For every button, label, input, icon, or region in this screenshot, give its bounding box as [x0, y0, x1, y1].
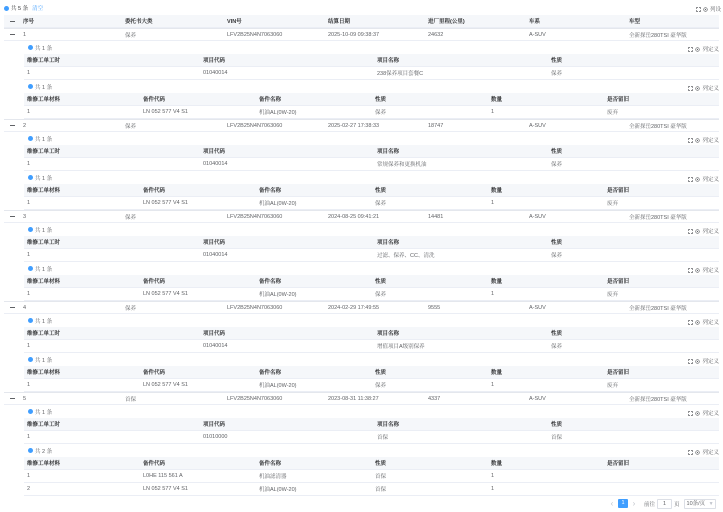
column-settings-button[interactable]: 列定义 [702, 138, 719, 144]
labor-cell: 保养 [551, 344, 563, 350]
record-vin: LFV2B25N4N7063060 [227, 213, 283, 220]
labor-cell: 1 [27, 343, 31, 349]
fullscreen-icon[interactable] [688, 47, 693, 52]
table-tools [696, 5, 721, 13]
parts-count-bar [24, 171, 719, 184]
info-dot-icon [28, 409, 33, 414]
parts-cell: LN 052 577 V4 S1 [143, 291, 188, 297]
labor-cell: 1 [27, 252, 31, 258]
labor-header-cell: 维修工单工时 [27, 331, 61, 337]
parts-row [24, 470, 719, 483]
main-header-cell: 序号 [23, 19, 35, 25]
record-detail [24, 132, 719, 210]
parts-header-cell: 是否留旧 [607, 370, 630, 376]
labor-count-bar [24, 132, 719, 145]
parts-header-cell: 维修工单材料 [27, 370, 61, 376]
record-series: A-SUV [529, 395, 546, 402]
parts-header-cell: 备件名称 [259, 188, 282, 194]
parts-cell: 首保 [375, 487, 387, 493]
record-settle-date: 2023-08-31 11:38:27 [328, 395, 379, 402]
parts-header-cell: 维修工单材料 [27, 97, 61, 103]
page-size-value: 10条/页 [686, 500, 706, 507]
labor-count-bar [24, 314, 719, 327]
column-settings-button[interactable]: 列定义 [702, 268, 719, 274]
labor-cell: 保养 [551, 71, 563, 77]
prev-page-button[interactable]: ‹ [610, 499, 614, 508]
labor-header-cell: 项目名称 [377, 58, 400, 64]
collapse-icon-cell [4, 307, 20, 308]
labor-tools [688, 227, 719, 235]
labor-count: 共 1 条 [35, 136, 53, 143]
collapse-icon[interactable] [10, 125, 15, 126]
collapse-icon[interactable] [10, 34, 15, 35]
parts-tools [688, 84, 719, 92]
parts-cell: 废弃 [607, 201, 619, 207]
record-series: A-SUV [529, 122, 546, 129]
column-settings-button[interactable]: 列设 [709, 7, 721, 13]
labor-cell: 238保养项目套餐C [377, 71, 424, 77]
fullscreen-icon[interactable] [688, 86, 693, 91]
parts-header-cell: 维修工单材料 [27, 461, 61, 467]
gear-icon[interactable] [695, 359, 700, 364]
summary-bar [0, 2, 723, 14]
parts-cell: LN 052 577 V4 S1 [143, 382, 188, 388]
parts-header-cell: 备件名称 [259, 461, 282, 467]
record-model: 全新探岳280TSI 豪华版 [629, 396, 687, 403]
labor-header-cell: 项目名称 [377, 331, 400, 337]
labor-header-row [24, 54, 719, 67]
record-category: 首保 [125, 396, 137, 403]
parts-cell: 1 [27, 473, 31, 479]
labor-cell: 01040014 [203, 161, 228, 167]
record-mileage: 18747 [428, 122, 444, 129]
parts-header-cell: 性质 [375, 279, 387, 285]
record-index: 1 [23, 31, 27, 38]
collapse-icon-cell [4, 398, 20, 399]
parts-cell: 机油AL(0W-20) [259, 201, 297, 207]
record-model: 全新探岳280TSI 豪华版 [629, 214, 687, 221]
gear-icon[interactable] [695, 138, 700, 143]
record-detail [24, 223, 719, 301]
labor-cell: 首保 [377, 435, 389, 441]
clear-button[interactable]: 清空 [32, 6, 44, 12]
record-index: 5 [23, 395, 27, 402]
labor-cell: 首保 [551, 435, 563, 441]
parts-header-cell: 维修工单材料 [27, 279, 61, 285]
parts-header-cell: 数量 [491, 461, 503, 467]
parts-header-cell: 备件代码 [143, 461, 166, 467]
parts-cell: L0HE 115 561 A [143, 473, 183, 479]
labor-header-row [24, 236, 719, 249]
parts-cell: 保养 [375, 201, 387, 207]
parts-header-cell: 是否留旧 [607, 188, 630, 194]
record-row [4, 119, 719, 132]
main-header-cell: 车型 [629, 19, 641, 25]
info-dot-icon [4, 6, 9, 11]
fullscreen-icon[interactable] [688, 450, 693, 455]
parts-header-row [24, 93, 719, 106]
info-dot-icon [28, 45, 33, 50]
record-detail [24, 405, 719, 496]
record-model: 全新探岳280TSI 豪华版 [629, 305, 687, 312]
record-category: 保养 [125, 32, 137, 39]
info-dot-icon [28, 227, 33, 232]
collapse-all-icon[interactable] [10, 21, 15, 22]
main-header-cell: 进厂里程(公里) [428, 19, 465, 25]
gear-icon[interactable] [695, 177, 700, 182]
gear-icon[interactable] [695, 229, 700, 234]
labor-row [24, 431, 719, 444]
fullscreen-icon[interactable] [688, 177, 693, 182]
column-settings-button[interactable]: 列定义 [702, 86, 719, 92]
parts-count: 共 1 条 [35, 357, 53, 364]
parts-cell: 机油AL(0W-20) [259, 110, 297, 116]
parts-cell: 1 [491, 291, 495, 297]
main-header-cell: 车系 [529, 19, 541, 25]
parts-header-cell: 性质 [375, 188, 387, 194]
records-table [4, 15, 719, 496]
chevron-down-icon: ▼ [708, 500, 714, 507]
parts-cell: 1 [27, 291, 31, 297]
record-series: A-SUV [529, 31, 546, 38]
parts-tools [688, 357, 719, 365]
record-mileage: 24632 [428, 31, 444, 38]
info-dot-icon [28, 266, 33, 271]
labor-header-cell: 项目名称 [377, 149, 400, 155]
info-dot-icon [28, 318, 33, 323]
parts-header-row [24, 457, 719, 470]
record-settle-date: 2025-10-09 09:38:37 [328, 31, 380, 38]
parts-header-row [24, 184, 719, 197]
record-settle-date: 2024-02-29 17:49:55 [328, 304, 380, 311]
record-model: 全新探岳280TSI 豪华版 [629, 123, 687, 130]
gear-icon[interactable] [695, 86, 700, 91]
parts-header-cell: 备件代码 [143, 370, 166, 376]
parts-cell: 1 [491, 200, 495, 206]
record-mileage: 9555 [428, 304, 441, 311]
parts-cell: LN 052 577 V4 S1 [143, 486, 188, 492]
parts-cell: 保养 [375, 292, 387, 298]
parts-header-cell: 是否留旧 [607, 461, 630, 467]
record-series: A-SUV [529, 213, 546, 220]
labor-header-row [24, 418, 719, 431]
column-settings-button[interactable]: 列定义 [702, 177, 719, 183]
parts-header-cell: 性质 [375, 97, 387, 103]
labor-header-cell: 项目名称 [377, 240, 400, 246]
parts-header-cell: 是否留旧 [607, 279, 630, 285]
parts-cell: 机油滤清器 [259, 474, 287, 480]
collapse-icon-cell [4, 34, 20, 35]
labor-tools [688, 136, 719, 144]
record-mileage: 14481 [428, 213, 444, 220]
labor-count: 共 1 条 [35, 45, 53, 52]
parts-header-cell: 性质 [375, 461, 387, 467]
page-unit-label: 页 [674, 501, 680, 508]
labor-count: 共 1 条 [35, 227, 53, 234]
parts-cell: 1 [491, 109, 495, 115]
labor-count-bar [24, 223, 719, 236]
fullscreen-icon[interactable] [688, 138, 693, 143]
parts-count-bar [24, 353, 719, 366]
labor-header-cell: 性质 [551, 58, 563, 64]
parts-cell: 废弃 [607, 110, 619, 116]
parts-cell: 1 [27, 382, 31, 388]
collapse-icon[interactable] [10, 216, 15, 217]
parts-count-bar [24, 262, 719, 275]
parts-header-cell: 备件代码 [143, 188, 166, 194]
parts-cell: 1 [491, 473, 495, 479]
record-model: 全新探岳280TSI 豪华版 [629, 32, 687, 39]
fullscreen-icon[interactable] [688, 268, 693, 273]
parts-count: 共 1 条 [35, 84, 53, 91]
gear-icon[interactable] [695, 320, 700, 325]
info-dot-icon [28, 357, 33, 362]
labor-header-cell: 项目代码 [203, 331, 226, 337]
parts-header-cell: 性质 [375, 370, 387, 376]
gear-icon[interactable] [695, 47, 700, 52]
total-count: 共 5 条 [11, 6, 29, 12]
record-mileage: 4337 [428, 395, 441, 402]
main-header-cell: 委托书大类 [125, 19, 153, 25]
parts-header-cell: 维修工单材料 [27, 188, 61, 194]
parts-count-bar [24, 80, 719, 93]
collapse-icon-cell [4, 216, 20, 217]
parts-cell: 2 [27, 486, 31, 492]
parts-header-cell: 备件代码 [143, 279, 166, 285]
record-settle-date: 2024-08-25 09:41:21 [328, 213, 380, 220]
labor-cell: 常规保养和更换机油 [377, 162, 427, 168]
parts-count: 共 1 条 [35, 175, 53, 182]
labor-header-cell: 维修工单工时 [27, 58, 61, 64]
record-index: 2 [23, 122, 27, 129]
labor-count-bar [24, 405, 719, 418]
parts-count-bar [24, 444, 719, 457]
labor-row [24, 249, 719, 262]
record-detail [24, 314, 719, 392]
parts-header-cell: 数量 [491, 97, 503, 103]
parts-tools [688, 266, 719, 274]
next-page-button[interactable]: › [632, 499, 636, 508]
parts-cell: 保养 [375, 110, 387, 116]
labor-header-cell: 维修工单工时 [27, 240, 61, 246]
record-series: A-SUV [529, 304, 546, 311]
record-vin: LFV2B25N4N7063060 [227, 395, 283, 402]
parts-cell: 首保 [375, 474, 387, 480]
collapse-icon-cell [4, 125, 20, 126]
labor-count: 共 1 条 [35, 318, 53, 325]
parts-row [24, 106, 719, 119]
record-index: 3 [23, 213, 27, 220]
parts-header-cell: 备件名称 [259, 279, 282, 285]
record-category: 保养 [125, 214, 137, 221]
labor-header-cell: 维修工单工时 [27, 422, 61, 428]
labor-header-cell: 项目代码 [203, 422, 226, 428]
labor-tools [688, 318, 719, 326]
parts-cell: 废弃 [607, 292, 619, 298]
record-row [4, 301, 719, 314]
record-vin: LFV2B25N4N7063060 [227, 122, 283, 129]
labor-cell: 01040014 [203, 70, 228, 76]
collapse-all-icon-cell [4, 21, 20, 22]
parts-cell: LN 052 577 V4 S1 [143, 109, 188, 115]
labor-cell: 保养 [551, 253, 563, 259]
column-settings-button[interactable]: 列定义 [702, 411, 719, 417]
parts-cell: 保养 [375, 383, 387, 389]
info-dot-icon [28, 175, 33, 180]
labor-cell: 1 [27, 434, 31, 440]
labor-tools [688, 409, 719, 417]
labor-cell: 01010000 [203, 434, 228, 440]
column-settings-button[interactable]: 列定义 [702, 47, 719, 53]
gear-icon[interactable] [703, 7, 708, 12]
gear-icon[interactable] [695, 411, 700, 416]
labor-cell: 01040014 [203, 343, 228, 349]
info-dot-icon [28, 136, 33, 141]
parts-cell: 机油AL(0W-20) [259, 383, 297, 389]
parts-header-row [24, 366, 719, 379]
goto-label: 前往 [644, 501, 656, 508]
parts-header-row [24, 275, 719, 288]
main-header-cell: VIN号 [227, 19, 242, 25]
parts-header-cell: 是否留旧 [607, 97, 630, 103]
parts-count: 共 2 条 [35, 448, 53, 455]
labor-cell: 1 [27, 70, 31, 76]
labor-header-cell: 项目名称 [377, 422, 400, 428]
labor-cell: 1 [27, 161, 31, 167]
labor-count: 共 1 条 [35, 409, 53, 416]
labor-header-cell: 性质 [551, 422, 563, 428]
labor-row [24, 67, 719, 80]
labor-count-bar [24, 41, 719, 54]
record-detail [24, 41, 719, 119]
parts-cell: LN 052 577 V4 S1 [143, 200, 188, 206]
labor-row [24, 340, 719, 353]
parts-row [24, 483, 719, 496]
column-settings-button[interactable]: 列定义 [702, 229, 719, 235]
collapse-icon[interactable] [10, 307, 15, 308]
labor-cell: 增值项目A级别保养 [377, 344, 425, 350]
record-row [4, 210, 719, 223]
fullscreen-icon[interactable] [688, 229, 693, 234]
page-size-select[interactable] [684, 499, 716, 509]
labor-header-cell: 项目代码 [203, 149, 226, 155]
record-settle-date: 2025-02-27 17:38:33 [328, 122, 380, 129]
labor-header-cell: 项目代码 [203, 58, 226, 64]
parts-header-cell: 备件名称 [259, 370, 282, 376]
parts-header-cell: 备件代码 [143, 97, 166, 103]
parts-tools [688, 175, 719, 183]
page-1-button[interactable]: 1 [618, 499, 628, 508]
labor-header-cell: 性质 [551, 331, 563, 337]
goto-page-input[interactable]: 1 [657, 499, 672, 509]
parts-header-cell: 数量 [491, 188, 503, 194]
labor-header-row [24, 327, 719, 340]
parts-cell: 1 [27, 200, 31, 206]
info-dot-icon [28, 84, 33, 89]
labor-header-row [24, 145, 719, 158]
parts-header-cell: 数量 [491, 370, 503, 376]
fullscreen-icon[interactable] [688, 359, 693, 364]
parts-header-cell: 数量 [491, 279, 503, 285]
record-category: 保养 [125, 123, 137, 130]
labor-cell: 保养 [551, 162, 563, 168]
fullscreen-icon[interactable] [688, 411, 693, 416]
info-dot-icon [28, 448, 33, 453]
column-settings-button[interactable]: 列定义 [702, 320, 719, 326]
labor-header-cell: 性质 [551, 149, 563, 155]
column-settings-button[interactable]: 列定义 [702, 359, 719, 365]
parts-header-cell: 备件名称 [259, 97, 282, 103]
record-row [4, 392, 719, 405]
labor-tools [688, 45, 719, 53]
main-header-cell: 结算日期 [328, 19, 351, 25]
record-vin: LFV2B25N4N7063060 [227, 31, 283, 38]
fullscreen-icon[interactable] [696, 7, 701, 12]
parts-count: 共 1 条 [35, 266, 53, 273]
parts-row [24, 379, 719, 392]
column-settings-button[interactable]: 列定义 [702, 450, 719, 456]
parts-row [24, 197, 719, 210]
collapse-icon[interactable] [10, 398, 15, 399]
parts-cell: 1 [491, 382, 495, 388]
labor-header-cell: 维修工单工时 [27, 149, 61, 155]
parts-cell: 机油AL(0W-20) [259, 487, 297, 493]
record-vin: LFV2B25N4N7063060 [227, 304, 283, 311]
parts-tools [688, 448, 719, 456]
record-row [4, 28, 719, 41]
pagination [606, 497, 716, 510]
gear-icon[interactable] [695, 268, 700, 273]
main-header-row [4, 15, 719, 28]
parts-cell: 机油AL(0W-20) [259, 292, 297, 298]
labor-header-cell: 性质 [551, 240, 563, 246]
labor-cell: 01040014 [203, 252, 228, 258]
gear-icon[interactable] [695, 450, 700, 455]
parts-cell: 1 [491, 486, 495, 492]
labor-cell: 过滤、保养、CC、清洗 [377, 253, 435, 259]
labor-row [24, 158, 719, 171]
record-category: 保养 [125, 305, 137, 312]
labor-header-cell: 项目代码 [203, 240, 226, 246]
parts-cell: 1 [27, 109, 31, 115]
parts-cell: 废弃 [607, 383, 619, 389]
fullscreen-icon[interactable] [688, 320, 693, 325]
parts-row [24, 288, 719, 301]
record-index: 4 [23, 304, 27, 311]
